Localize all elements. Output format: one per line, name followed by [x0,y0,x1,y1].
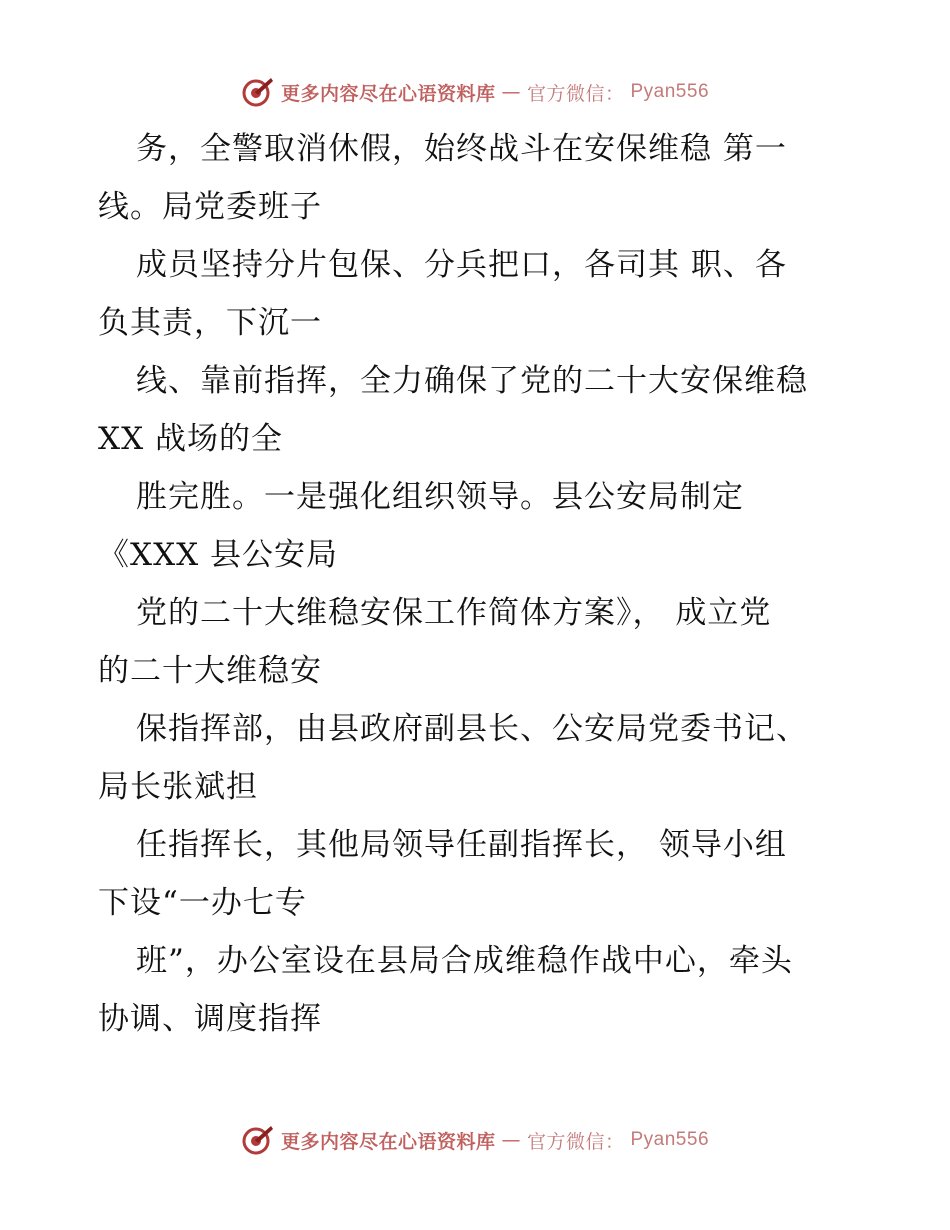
watermark-title: 更多内容尽在心语资料库 [280,82,496,105]
text-line: 胜完胜。一是强化组织领导。县公安局制定 [136,479,744,515]
seal-pen-icon [241,75,275,109]
text-line: 负其责，下沉一 [98,305,322,341]
header-watermark [0,72,950,112]
watermark-contact-label: 官方微信： [526,82,625,105]
text-line: 党的二十大维稳安保工作简体方案》， 成立党 [136,595,772,631]
watermark-title: 更多内容尽在心语资料库 [280,1130,496,1153]
footer-watermark [0,1120,950,1160]
text-line: 下设“一办七专 [98,885,307,921]
text-line: 协调、调度指挥 [98,1001,322,1037]
seal-pen-icon [241,1123,275,1157]
text-line: 保指挥部，由县政府副县长、公安局党委书记、 [136,711,808,747]
text-line: 班”，办公室设在县局合成维稳作战中心，牵头 [136,943,793,979]
text-line: 任指挥长，其他局领导任副指挥长， 领导小组 [136,827,787,863]
text-line: 《XXX 县公安局 [98,537,339,573]
watermark-separator: — [501,1129,521,1151]
watermark-contact-label: 官方微信： [526,1130,625,1153]
text-line: 线、靠前指挥，全力确保了党的二十大安保维稳 [136,363,808,399]
text-line: 务，全警取消休假，始终战斗在安保维稳 第一 [136,131,787,167]
text-line: 局长张斌担 [98,769,258,805]
text-line: 线。局党委班子 [98,189,322,225]
watermark-contact-id: Pyan556 [630,1129,710,1150]
text-line: XX 战场的全 [98,421,283,457]
text-line: 成员坚持分片包保、分兵把口，各司其 职、各 [136,247,787,283]
text-line: 的二十大维稳安 [98,653,322,689]
watermark-contact-id: Pyan556 [630,81,710,102]
document-body [98,120,868,1048]
watermark-separator: — [501,81,521,103]
